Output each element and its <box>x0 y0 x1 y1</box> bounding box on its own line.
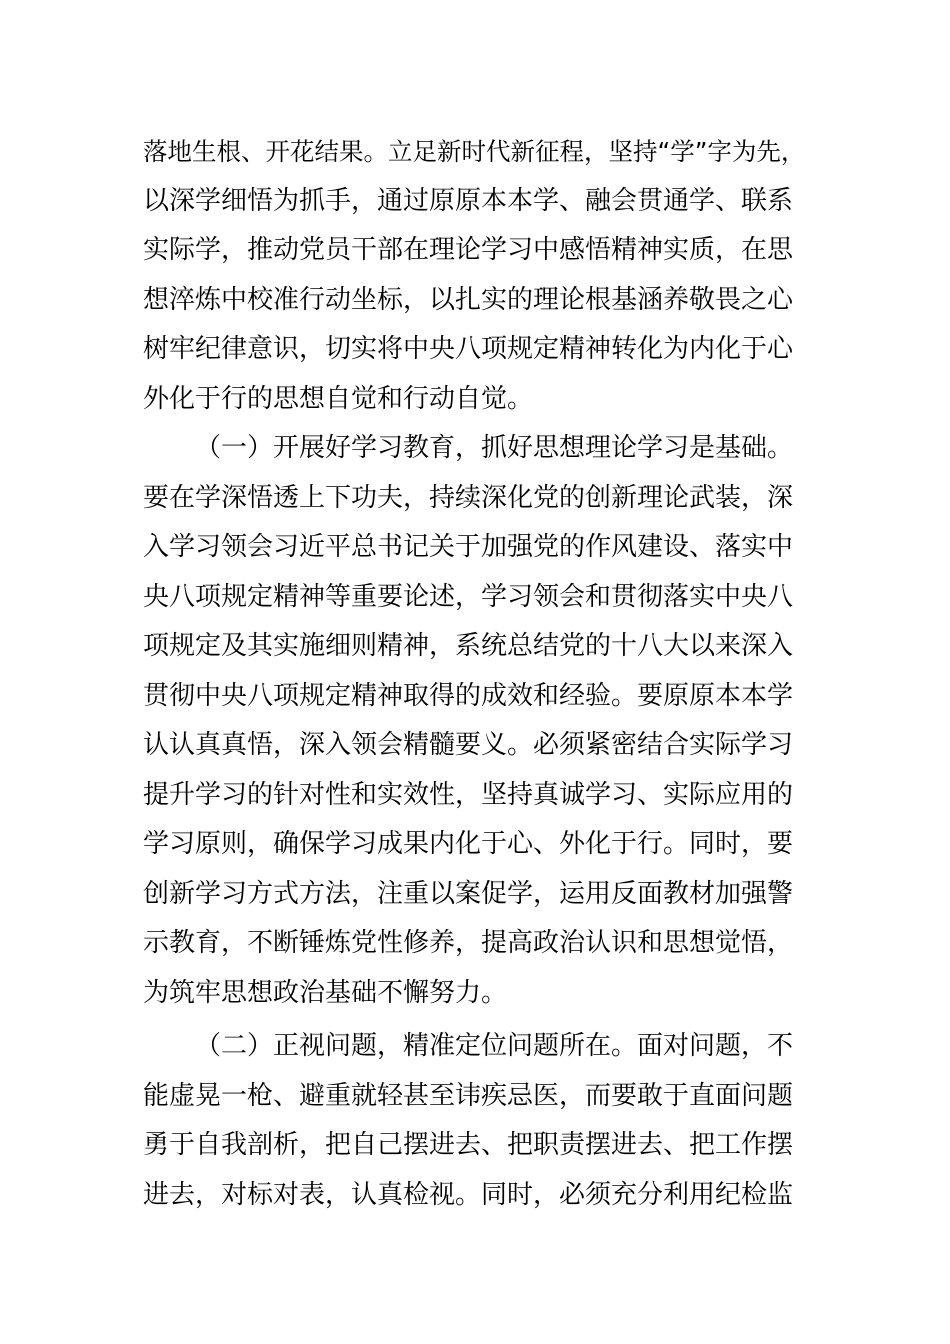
text-line: 示教育，不断锤炼党性修养，提高政治认识和思想觉悟， <box>143 928 794 958</box>
section-heading: （二）正视问题，精准定位问题所在。面对问题，不 <box>195 1031 794 1061</box>
text-line: 要在学深悟透上下功夫，持续深化党的创新理论武装，深 <box>143 483 794 513</box>
text-line: 项规定及其实施细则精神，系统总结党的十八大以来深入 <box>143 631 794 661</box>
section-heading: （一）开展好学习教育，抓好思想理论学习是基础。 <box>195 433 794 463</box>
text-line: 为筑牢思想政治基础不懈努力。 <box>143 978 508 1008</box>
text-line: 央八项规定精神等重要论述，学习领会和贯彻落实中央八 <box>143 582 794 612</box>
text-line: 进去，对标对表，认真检视。同时，必须充分利用纪检监 <box>143 1180 794 1210</box>
text-line: 学习原则，确保学习成果内化于心、外化于行。同时，要 <box>143 829 794 859</box>
text-line: 提升学习的针对性和实效性，坚持真诚学习、实际应用的 <box>143 780 794 810</box>
text-line: 实际学，推动党员干部在理论学习中感悟精神实质，在思 <box>143 235 794 265</box>
text-line: 入学习领会习近平总书记关于加强党的作风建设、落实中 <box>143 532 794 562</box>
text-line: 认认真真悟，深入领会精髓要义。必须紧密结合实际学习 <box>143 730 794 760</box>
text-line: 能虚晃一枪、避重就轻甚至讳疾忌医，而要敢于直面问题 <box>143 1081 794 1111</box>
text-line: 外化于行的思想自觉和行动自觉。 <box>143 384 534 414</box>
text-line: 落地生根、开花结果。立足新时代新征程，坚持“学”字为先， <box>143 137 806 166</box>
text-line: 勇于自我剖析，把自己摆进去、把职责摆进去、把工作摆 <box>143 1130 794 1160</box>
text-line: 以深学细悟为抓手，通过原原本本学、融会贯通学、联系 <box>143 186 794 216</box>
text-line: 树牢纪律意识，切实将中央八项规定精神转化为内化于心 <box>143 334 794 364</box>
text-line: 想淬炼中校准行动坐标，以扎实的理论根基涵养敬畏之心 <box>143 285 794 315</box>
text-line: 贯彻中央八项规定精神取得的成效和经验。要原原本本学 <box>143 681 794 711</box>
text-line: 创新学习方式方法，注重以案促学，运用反面教材加强警 <box>143 879 794 909</box>
